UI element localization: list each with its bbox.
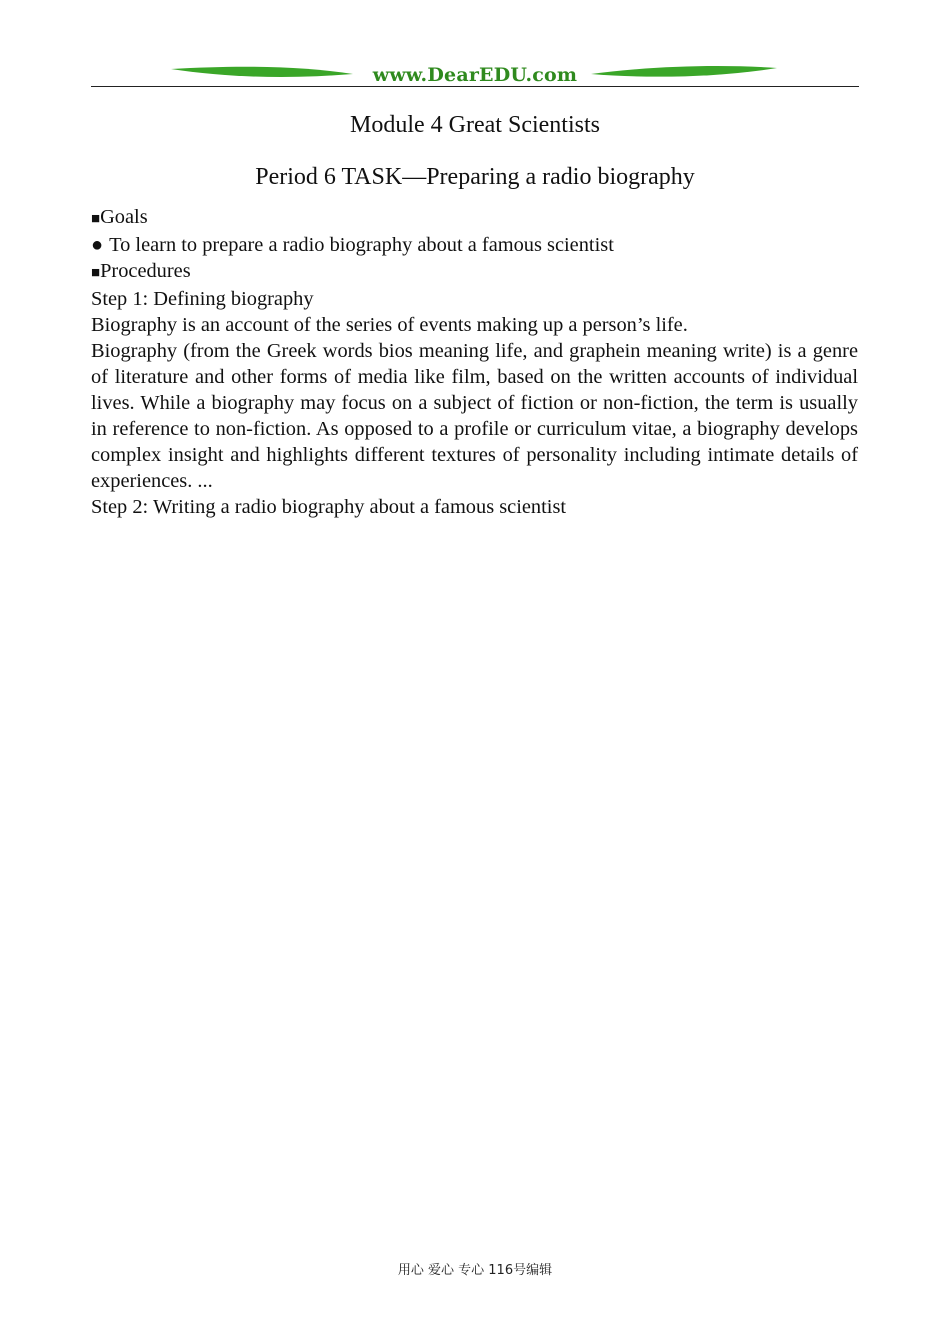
biography-paragraph: Biography (from the Greek words bios meaning life, and graphein meaning write) is a genre of literature and other forms of media like film, based on the written accounts of individual lives. While a biography may focus on a subject of fiction or non-fiction, the term is usually in reference to non-fiction. As opposed to a profile or curriculum vitae, a biography develops complex insight and highlights different textures of personality including intimate details of experiences. ... <box>91 340 858 492</box>
period-title: Period 6 TASK—Preparing a radio biography <box>255 164 695 190</box>
page-footer: 用心 爱心 专心 116号编辑 <box>397 1263 553 1278</box>
procedures-heading-line <box>91 258 858 286</box>
square-bullet-icon: ■ <box>91 265 101 281</box>
goals-heading-line <box>91 204 858 232</box>
step-1-heading: Step 1: Defining biography <box>91 288 314 310</box>
step-2-heading: Step 2: Writing a radio biography about a famous scientist <box>91 496 567 518</box>
goal-item: To learn to prepare a radio biography about a famous scientist <box>109 234 614 256</box>
document-body <box>91 204 858 520</box>
procedures-heading: Procedures <box>100 260 191 282</box>
circle-bullet-icon: ● <box>91 234 104 256</box>
square-bullet-icon: ■ <box>91 211 101 227</box>
goal-item-line <box>91 232 858 258</box>
site-logo-text: www.DearEDU.com <box>372 64 578 86</box>
goals-heading: Goals <box>100 206 148 228</box>
module-title: Module 4 Great Scientists <box>350 112 600 138</box>
biography-definition: Biography is an account of the series of events making up a person’s life. <box>91 314 688 336</box>
header-rule <box>91 86 859 87</box>
page-header <box>91 60 859 90</box>
